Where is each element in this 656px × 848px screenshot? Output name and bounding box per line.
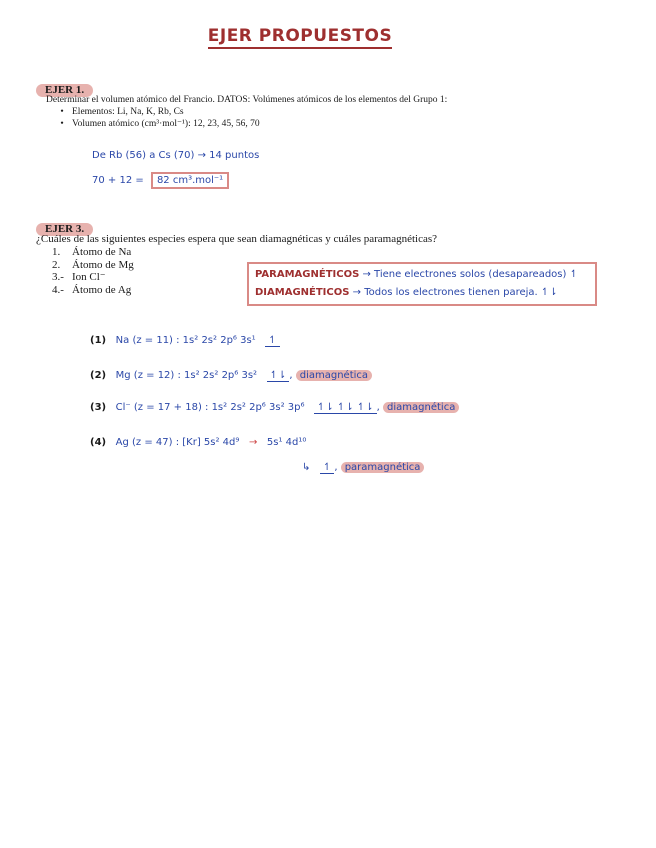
ej3-badge-label: EJER 3. xyxy=(36,223,93,236)
solution-config: Na (z = 11) : 1s² 2s² 2p⁶ 3s¹ xyxy=(115,335,256,346)
result-highlight: diamagnética xyxy=(296,370,372,381)
definitions-box xyxy=(247,262,597,306)
ej3-question: ¿Cuáles de las siguientes especies espera que sean diamagnéticas y cuáles paramagnéticas? xyxy=(36,233,438,245)
solution-row: (4) Ag (z = 47) : [Kr] 5s² 4d⁹ → 5s¹ 4d¹⁰ xyxy=(90,437,307,448)
ej3-item: 3.- Ion Cl⁻ xyxy=(52,271,106,283)
diamagnetic-def: DIAMAGNÉTICOS → Todos los electrones tienen pareja. ↿⇂ xyxy=(255,287,558,298)
result-highlight: diamagnética xyxy=(383,402,459,413)
diamagnetic-label: DIAMAGNÉTICOS xyxy=(255,287,350,298)
ej1-note-range: De Rb (56) a Cs (70) → 14 puntos xyxy=(92,150,260,161)
ej1-answer-box: 82 cm³.mol⁻¹ xyxy=(151,172,229,189)
solution-config: Ag (z = 47) : [Kr] 5s² 4d⁹ xyxy=(115,437,240,448)
solution-row: (3) Cl⁻ (z = 17 + 18) : 1s² 2s² 2p⁶ 3s² 3p⁶ ↿⇂ ↿⇂ ↿⇂ , diamagnética xyxy=(90,402,459,413)
solution-config: Mg (z = 12) : 1s² 2s² 2p⁶ 3s² xyxy=(115,370,258,381)
page-title xyxy=(0,26,600,46)
ej1-note-sum xyxy=(92,175,229,186)
ej1-badge-label: EJER 1. xyxy=(36,84,93,97)
orbital-box: ↿⇂ xyxy=(267,370,290,382)
orbital-box: ↿ xyxy=(265,335,279,347)
paramagnetic-label: PARAMAGNÉTICOS xyxy=(255,269,360,280)
diamagnetic-text: Todos los electrones tienen pareja. ↿⇂ xyxy=(364,287,558,298)
solution-row: (2) Mg (z = 12) : 1s² 2s² 2p⁶ 3s² ↿⇂ , diamagnética xyxy=(90,370,372,381)
paramagnetic-def: PARAMAGNÉTICOS → Tiene electrones solos (desapareados) ↿ xyxy=(255,269,578,280)
ej3-items xyxy=(52,246,134,296)
page-title-text: EJER PROPUESTOS xyxy=(208,26,392,49)
ag-final-row: ↳ ↿ , paramagnética xyxy=(302,462,424,473)
orbital-box: ↿⇂ ↿⇂ ↿⇂ xyxy=(314,402,377,414)
ag-rearranged: 5s¹ 4d¹⁰ xyxy=(266,437,307,448)
ej1-bullet: • Volumen atómico (cm³·mol⁻¹): 12, 23, 45, 56, 70 xyxy=(52,118,260,130)
solution-config: Cl⁻ (z = 17 + 18) : 1s² 2s² 2p⁶ 3s² 3p⁶ xyxy=(115,402,305,413)
return-arrow-icon: ↳ xyxy=(302,462,311,473)
ej3-item: 4.- Átomo de Ag xyxy=(52,283,132,296)
result-highlight: paramagnética xyxy=(341,462,425,473)
ej1-statement: Determinar el volumen atómico del Francio. DATOS: Volúmenes atómicos de los elementos del Grupo 1: xyxy=(46,95,448,105)
ej1-data-list xyxy=(52,106,260,130)
ej1-bullet: • Elementos: Li, Na, K, Rb, Cs xyxy=(52,106,260,118)
orbital-box: ↿ xyxy=(320,462,334,474)
ej3-item: 1. Átomo de Na xyxy=(52,246,132,258)
ej3-item: 2. Átomo de Mg xyxy=(52,258,134,271)
paramagnetic-text: Tiene electrones solos (desapareados) ↿ xyxy=(374,269,578,280)
ej1-sum-prefix: 70 + 12 = xyxy=(92,175,144,186)
solution-row: (1) Na (z = 11) : 1s² 2s² 2p⁶ 3s¹ ↿ xyxy=(90,335,280,346)
